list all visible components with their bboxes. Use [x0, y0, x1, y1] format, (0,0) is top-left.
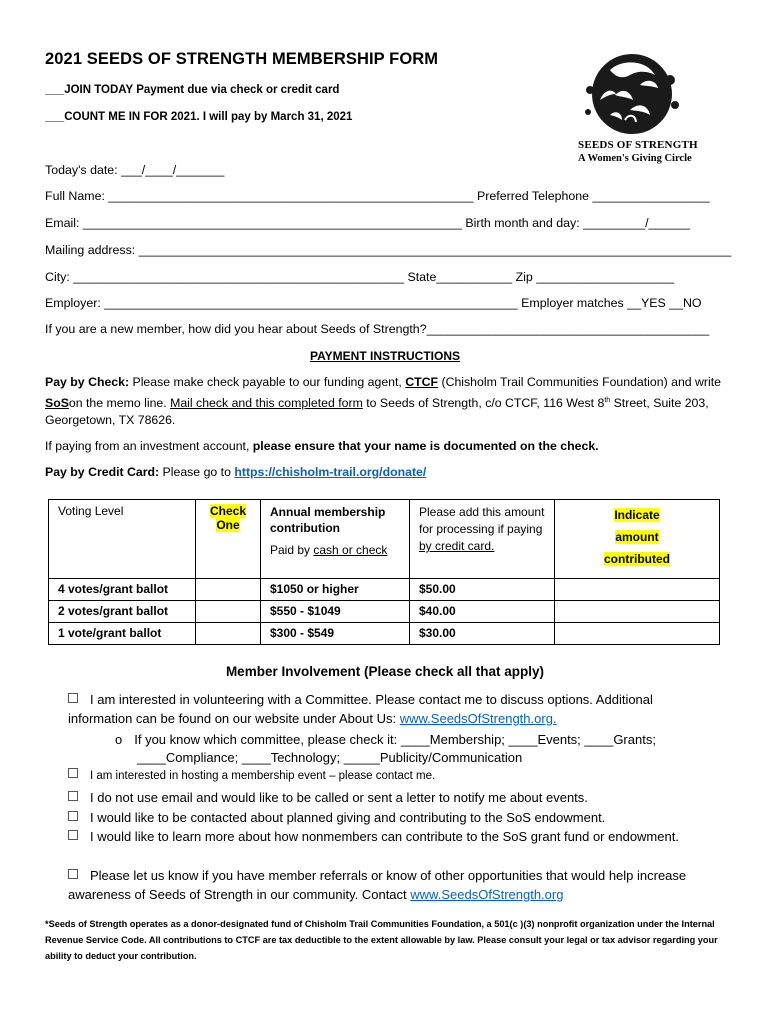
list-item: [68, 866, 708, 904]
list-item: [68, 808, 708, 827]
committee-sub-item: [115, 730, 715, 749]
header-annual: [261, 500, 410, 579]
referral-source-field[interactable]: If you are a new member, how did you hear about Seeds of Strength?_________________________________________: [45, 322, 710, 336]
check-cell[interactable]: [196, 601, 261, 623]
table-row: [49, 579, 720, 601]
row-annual: $550 - $1049: [261, 601, 410, 623]
count-blank[interactable]: ___: [45, 111, 65, 123]
todays-date-field[interactable]: Today's date: ___/____/_______: [45, 163, 225, 177]
check-text-1: Please make check payable to our funding agent,: [132, 375, 402, 389]
header-check-one: [196, 500, 261, 579]
count-label: COUNT ME IN FOR 2021. I will pay by March 31, 2021: [64, 111, 353, 123]
credit-text: Please go to: [162, 465, 231, 479]
logo-name: SEEDS OF STRENGTH: [578, 139, 698, 151]
committee-text-2[interactable]: ____Compliance; ____Technology; _____Publicity/Communication: [137, 750, 523, 765]
row-level: 4 votes/grant ballot: [49, 579, 196, 601]
header-paid-by-text: Paid by: [270, 543, 311, 557]
header-add-text-1: Please add this amount for processing if paying: [419, 505, 545, 536]
row-level: 2 votes/grant ballot: [49, 601, 196, 623]
check-text-3: on the memo line.: [68, 395, 167, 410]
join-today-option[interactable]: [45, 84, 339, 96]
investment-paragraph: [45, 438, 725, 456]
table-header-row: [49, 500, 720, 579]
row-add: $40.00: [410, 601, 555, 623]
donate-link[interactable]: https://chisholm-trail.org/donate/: [234, 465, 427, 479]
row-annual: $300 - $549: [261, 623, 410, 645]
header-cash-check: cash or check: [313, 543, 388, 557]
header-paid-by: [270, 543, 400, 557]
check-cell[interactable]: [196, 623, 261, 645]
city-field[interactable]: City: ________________________________________________ State___________ Zip ____________________: [45, 270, 675, 284]
invest-emphasis: please ensure that your name is documented on the check.: [252, 439, 599, 453]
row-add: $50.00: [410, 579, 555, 601]
header-add-text: [419, 504, 545, 555]
header-add-amount: [410, 500, 555, 579]
payment-heading: PAYMENT INSTRUCTIONS: [309, 349, 460, 363]
checkbox[interactable]: [68, 811, 78, 821]
count-me-in-option[interactable]: [45, 111, 352, 123]
pay-by-check-paragraph: [45, 374, 725, 430]
employer-field[interactable]: Employer: ____________________________________________________________ Employer matches __YES __NO: [45, 296, 702, 310]
checkbox[interactable]: [68, 768, 78, 778]
list-item: [68, 690, 708, 728]
header-annual-text: Annual membership contribution: [270, 505, 386, 535]
sos: SoS: [45, 395, 69, 410]
involvement-heading: Member Involvement (Please check all that apply): [225, 664, 545, 679]
invest-text: If paying from an investment account,: [45, 439, 250, 453]
join-label: JOIN TODAY Payment due via check or credit card: [64, 84, 340, 96]
check-cell[interactable]: [196, 579, 261, 601]
header-voting-level: [49, 500, 196, 579]
header-check-text: Check One: [209, 504, 247, 532]
footnote: *Seeds of Strength operates as a donor-designated fund of Chisholm Trail Communities Foundation, a 501(c )(3) nonprofit organization under the Internal Revenue Service Code. All contributions to CTCF are tax deductible to the extent allowable by law. Please consult your legal or tax advisor regarding your ability to deduct your contribution.: [45, 919, 718, 961]
item-nonmembers-text: I would like to learn more about how nonmembers can contribute to the SoS grant fund or endowment.: [90, 829, 679, 844]
sub-bullet: o: [115, 732, 123, 747]
check-text-2: (Chisholm Trail Communities Foundation) and write: [441, 375, 722, 389]
item-volunteer-text: I am interested in volunteering with a Committee. Please contact me to discuss options. Additional information can be found on our website under About Us:: [68, 692, 653, 726]
list-item: [68, 788, 708, 807]
row-annual: $1050 or higher: [261, 579, 410, 601]
website-link[interactable]: www.SeedsOfStrength.org.: [399, 711, 557, 726]
item-hosting-text: I am interested in hosting a membership event – please contact me.: [90, 770, 436, 782]
logo-tagline: A Women's Giving Circle: [578, 153, 692, 164]
amount-cell[interactable]: [555, 623, 720, 645]
pay-by-credit-paragraph: [45, 464, 725, 482]
header-add-text-2: by credit card.: [419, 539, 495, 553]
voting-level-table: [48, 499, 720, 645]
superscript-th: th: [604, 396, 611, 404]
page-title: 2021 SEEDS OF STRENGTH MEMBERSHIP FORM: [45, 50, 439, 68]
ctcf: CTCF: [405, 375, 439, 389]
item-no-email-text: I do not use email and would like to be called or sent a letter to notify me about events.: [90, 790, 588, 805]
header-level-text: Voting Level: [58, 504, 124, 518]
list-item: [68, 767, 708, 786]
mailing-address-field[interactable]: Mailing address: ______________________________________________________________________________________: [45, 243, 732, 257]
check-text-4: to Seeds of Strength, c/o CTCF, 116 West 8: [366, 395, 605, 410]
checkbox[interactable]: [68, 830, 78, 840]
list-item: [68, 827, 708, 846]
check-label: Pay by Check:: [45, 375, 130, 389]
row-level: 1 vote/grant ballot: [49, 623, 196, 645]
header-indicate-wrap: [602, 504, 672, 570]
full-name-field[interactable]: Full Name: _____________________________________________________ Preferred Telephone _________________: [45, 189, 710, 203]
item-planned-giving-text: I would like to be contacted about planned giving and contributing to the SoS endowment.: [90, 810, 606, 825]
item-referrals-text: Please let us know if you have member referrals or know of other opportunities that would help increase awareness of Seeds of Strength in our community. Contact: [68, 868, 687, 902]
credit-label: Pay by Credit Card:: [45, 465, 160, 479]
amount-cell[interactable]: [555, 579, 720, 601]
header-indicate: [555, 500, 720, 579]
table-row: [49, 601, 720, 623]
contact-link[interactable]: www.SeedsOfStrength.org: [410, 887, 564, 902]
committee-text-1: If you know which committee, please check it: ____Membership; ____Events; ____Grants;: [134, 732, 656, 747]
checkbox[interactable]: [68, 869, 78, 879]
check-text-5: Street, Suite 203, Georgetown, TX 78626.: [45, 395, 709, 428]
mail-check-text: Mail check and this completed form: [170, 395, 363, 410]
header-indicate-text: Indicate amount contributed: [604, 508, 670, 566]
checkbox[interactable]: [68, 693, 78, 703]
seeds-of-strength-logo: [570, 50, 700, 170]
join-blank[interactable]: ___: [45, 84, 65, 96]
table-row: [49, 623, 720, 645]
row-add: $30.00: [410, 623, 555, 645]
checkbox[interactable]: [68, 791, 78, 801]
email-field[interactable]: Email: _______________________________________________________ Birth month and day: _________/______: [45, 216, 690, 230]
committee-sub-item-2: [137, 748, 717, 767]
amount-cell[interactable]: [555, 601, 720, 623]
